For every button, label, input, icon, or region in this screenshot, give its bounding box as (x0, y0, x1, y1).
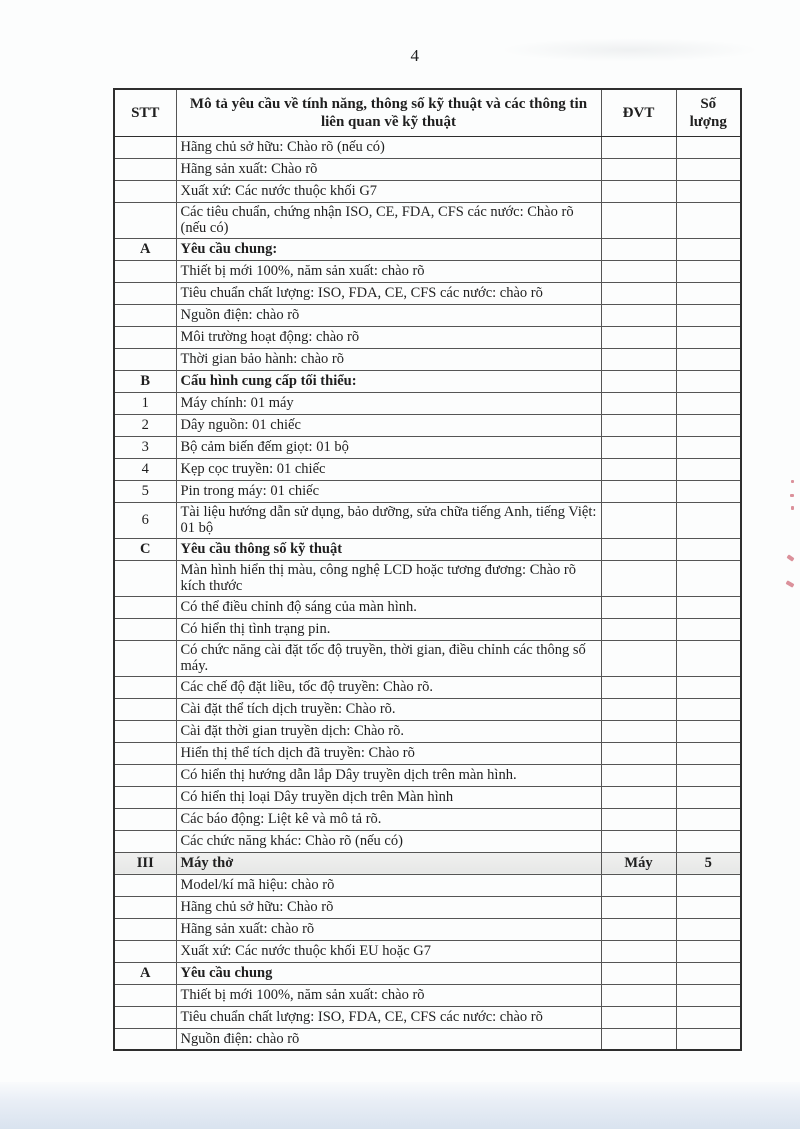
row-stt-cell (114, 676, 176, 698)
row-stt-cell (114, 808, 176, 830)
row-qty-cell (676, 596, 741, 618)
row-qty-cell (676, 136, 741, 158)
row-description-cell: Cài đặt thời gian truyền dịch: Chào rõ. (176, 720, 601, 742)
row-dvt-cell (601, 370, 676, 392)
row-qty-cell (676, 458, 741, 480)
row-dvt-cell (601, 640, 676, 676)
row-description-cell: Có hiển thị tình trạng pin. (176, 618, 601, 640)
row-stt-cell: C (114, 538, 176, 560)
row-dvt-cell (601, 874, 676, 896)
row-description-cell: Tài liệu hướng dẫn sử dụng, bảo dưỡng, sửa chữa tiếng Anh, tiếng Việt: 01 bộ (176, 502, 601, 538)
row-description-cell: Hãng sản xuất: Chào rõ (176, 158, 601, 180)
row-qty-cell (676, 304, 741, 326)
row-qty-cell (676, 874, 741, 896)
table-row (114, 502, 741, 538)
row-dvt-cell (601, 764, 676, 786)
row-stt-cell: III (114, 852, 176, 874)
row-stt-cell (114, 940, 176, 962)
spec-table-body (114, 136, 741, 1050)
row-description-cell: Model/kí mã hiệu: chào rõ (176, 874, 601, 896)
row-dvt-cell (601, 676, 676, 698)
row-dvt-cell (601, 348, 676, 370)
table-row (114, 984, 741, 1006)
header-stt: STT (114, 89, 176, 136)
header-qty: Số lượng (676, 89, 741, 136)
row-dvt-cell (601, 698, 676, 720)
row-qty-cell (676, 238, 741, 260)
row-dvt-cell (601, 260, 676, 282)
row-description-cell: Có chức năng cài đặt tốc độ truyền, thời gian, điều chỉnh các thông số máy. (176, 640, 601, 676)
row-dvt-cell (601, 304, 676, 326)
row-description-cell: Máy thở (176, 852, 601, 874)
table-row (114, 764, 741, 786)
row-stt-cell (114, 596, 176, 618)
row-dvt-cell (601, 560, 676, 596)
table-row (114, 918, 741, 940)
red-ink-edge-marks (784, 470, 798, 600)
spec-table (113, 88, 742, 1051)
table-row (114, 640, 741, 676)
row-description-cell: Máy chính: 01 máy (176, 392, 601, 414)
row-stt-cell (114, 158, 176, 180)
row-qty-cell (676, 698, 741, 720)
row-dvt-cell (601, 326, 676, 348)
table-row (114, 370, 741, 392)
row-qty-cell: 5 (676, 852, 741, 874)
row-dvt-cell (601, 136, 676, 158)
header-description: Mô tả yêu cầu về tính năng, thông số kỹ thuật và các thông tin liên quan về kỹ thuật (176, 89, 601, 136)
row-dvt-cell (601, 830, 676, 852)
row-description-cell: Xuất xứ: Các nước thuộc khối EU hoặc G7 (176, 940, 601, 962)
row-stt-cell: 5 (114, 480, 176, 502)
row-qty-cell (676, 282, 741, 304)
row-dvt-cell (601, 984, 676, 1006)
row-dvt-cell (601, 1006, 676, 1028)
row-qty-cell (676, 618, 741, 640)
row-description-cell: Tiêu chuẩn chất lượng: ISO, FDA, CE, CFS các nước: chào rõ (176, 282, 601, 304)
row-description-cell: Cấu hình cung cấp tối thiểu: (176, 370, 601, 392)
row-qty-cell (676, 918, 741, 940)
row-description-cell: Hãng chủ sở hữu: Chào rõ (nếu có) (176, 136, 601, 158)
table-row (114, 238, 741, 260)
row-description-cell: Màn hình hiển thị màu, công nghệ LCD hoặc tương đương: Chào rõ kích thước (176, 560, 601, 596)
row-stt-cell (114, 720, 176, 742)
row-stt-cell (114, 282, 176, 304)
row-qty-cell (676, 202, 741, 238)
row-stt-cell (114, 786, 176, 808)
table-row (114, 676, 741, 698)
row-description-cell: Tiêu chuẩn chất lượng: ISO, FDA, CE, CFS các nước: chào rõ (176, 1006, 601, 1028)
row-qty-cell (676, 436, 741, 458)
row-description-cell: Các báo động: Liệt kê và mô tả rõ. (176, 808, 601, 830)
row-qty-cell (676, 326, 741, 348)
table-row (114, 896, 741, 918)
row-stt-cell (114, 918, 176, 940)
row-qty-cell (676, 764, 741, 786)
table-row (114, 260, 741, 282)
table-row (114, 1006, 741, 1028)
row-qty-cell (676, 1006, 741, 1028)
table-row (114, 326, 741, 348)
table-row (114, 202, 741, 238)
row-description-cell: Hiển thị thể tích dịch đã truyền: Chào rõ (176, 742, 601, 764)
table-header-row (114, 89, 741, 136)
row-description-cell: Pin trong máy: 01 chiếc (176, 480, 601, 502)
row-description-cell: Yêu cầu chung: (176, 238, 601, 260)
row-stt-cell (114, 348, 176, 370)
row-dvt-cell (601, 896, 676, 918)
row-stt-cell: 4 (114, 458, 176, 480)
row-qty-cell (676, 962, 741, 984)
row-description-cell: Hãng chủ sở hữu: Chào rõ (176, 896, 601, 918)
table-row (114, 414, 741, 436)
row-dvt-cell (601, 808, 676, 830)
row-description-cell: Thiết bị mới 100%, năm sản xuất: chào rõ (176, 260, 601, 282)
row-stt-cell (114, 984, 176, 1006)
row-stt-cell: 1 (114, 392, 176, 414)
scan-bottom-band (0, 1082, 800, 1129)
row-dvt-cell (601, 202, 676, 238)
row-description-cell: Nguồn điện: chào rõ (176, 1028, 601, 1050)
row-stt-cell (114, 304, 176, 326)
row-description-cell: Cài đặt thể tích dịch truyền: Chào rõ. (176, 698, 601, 720)
row-stt-cell: B (114, 370, 176, 392)
row-dvt-cell (601, 918, 676, 940)
table-row (114, 158, 741, 180)
row-dvt-cell (601, 282, 676, 304)
row-stt-cell (114, 136, 176, 158)
row-dvt-cell (601, 414, 676, 436)
row-dvt-cell (601, 1028, 676, 1050)
table-row (114, 830, 741, 852)
row-stt-cell: 3 (114, 436, 176, 458)
table-row (114, 180, 741, 202)
row-stt-cell: A (114, 238, 176, 260)
table-row (114, 852, 741, 874)
table-row (114, 618, 741, 640)
row-qty-cell (676, 158, 741, 180)
row-qty-cell (676, 392, 741, 414)
row-qty-cell (676, 348, 741, 370)
row-qty-cell (676, 896, 741, 918)
table-row (114, 304, 741, 326)
row-stt-cell (114, 1028, 176, 1050)
row-stt-cell (114, 896, 176, 918)
row-qty-cell (676, 538, 741, 560)
row-dvt-cell (601, 618, 676, 640)
row-description-cell: Bộ cảm biến đếm giọt: 01 bộ (176, 436, 601, 458)
row-qty-cell (676, 830, 741, 852)
row-stt-cell (114, 742, 176, 764)
row-dvt-cell (601, 502, 676, 538)
table-row (114, 538, 741, 560)
row-stt-cell (114, 830, 176, 852)
row-description-cell: Các tiêu chuẩn, chứng nhận ISO, CE, FDA, CFS các nước: Chào rõ (nếu có) (176, 202, 601, 238)
table-row (114, 962, 741, 984)
row-dvt-cell (601, 158, 676, 180)
row-qty-cell (676, 560, 741, 596)
header-dvt: ĐVT (601, 89, 676, 136)
table-row (114, 742, 741, 764)
table-row (114, 392, 741, 414)
row-dvt-cell (601, 720, 676, 742)
row-dvt-cell (601, 392, 676, 414)
table-row (114, 348, 741, 370)
row-stt-cell (114, 326, 176, 348)
row-description-cell: Dây nguồn: 01 chiếc (176, 414, 601, 436)
row-dvt-cell (601, 480, 676, 502)
row-qty-cell (676, 720, 741, 742)
row-dvt-cell (601, 538, 676, 560)
row-qty-cell (676, 984, 741, 1006)
row-dvt-cell (601, 962, 676, 984)
table-row (114, 480, 741, 502)
row-stt-cell: A (114, 962, 176, 984)
row-dvt-cell: Máy (601, 852, 676, 874)
row-description-cell: Nguồn điện: chào rõ (176, 304, 601, 326)
row-qty-cell (676, 370, 741, 392)
row-stt-cell (114, 874, 176, 896)
row-description-cell: Có thể điều chỉnh độ sáng của màn hình. (176, 596, 601, 618)
row-dvt-cell (601, 180, 676, 202)
row-description-cell: Yêu cầu thông số kỹ thuật (176, 538, 601, 560)
row-stt-cell (114, 560, 176, 596)
row-dvt-cell (601, 596, 676, 618)
row-stt-cell (114, 202, 176, 238)
row-dvt-cell (601, 238, 676, 260)
table-row (114, 1028, 741, 1050)
row-stt-cell (114, 1006, 176, 1028)
table-row (114, 720, 741, 742)
table-row (114, 940, 741, 962)
row-qty-cell (676, 940, 741, 962)
table-row (114, 436, 741, 458)
row-stt-cell: 6 (114, 502, 176, 538)
page-number: 4 (410, 46, 420, 65)
row-stt-cell (114, 640, 176, 676)
row-description-cell: Thiết bị mới 100%, năm sản xuất: chào rõ (176, 984, 601, 1006)
table-row (114, 136, 741, 158)
table-row (114, 786, 741, 808)
row-dvt-cell (601, 742, 676, 764)
row-qty-cell (676, 502, 741, 538)
table-row (114, 874, 741, 896)
row-dvt-cell (601, 436, 676, 458)
row-description-cell: Yêu cầu chung (176, 962, 601, 984)
row-stt-cell (114, 260, 176, 282)
row-description-cell: Thời gian bảo hành: chào rõ (176, 348, 601, 370)
row-qty-cell (676, 180, 741, 202)
row-description-cell: Hãng sản xuất: chào rõ (176, 918, 601, 940)
table-row (114, 560, 741, 596)
row-stt-cell (114, 618, 176, 640)
row-dvt-cell (601, 786, 676, 808)
row-stt-cell (114, 698, 176, 720)
table-row (114, 458, 741, 480)
row-qty-cell (676, 786, 741, 808)
row-stt-cell (114, 180, 176, 202)
row-description-cell: Có hiển thị hướng dẫn lắp Dây truyền dịch trên màn hình. (176, 764, 601, 786)
row-qty-cell (676, 676, 741, 698)
row-description-cell: Xuất xứ: Các nước thuộc khối G7 (176, 180, 601, 202)
row-qty-cell (676, 414, 741, 436)
row-stt-cell (114, 764, 176, 786)
table-row (114, 282, 741, 304)
table-row (114, 808, 741, 830)
row-dvt-cell (601, 940, 676, 962)
row-stt-cell: 2 (114, 414, 176, 436)
row-qty-cell (676, 480, 741, 502)
row-qty-cell (676, 640, 741, 676)
row-qty-cell (676, 260, 741, 282)
row-qty-cell (676, 742, 741, 764)
row-description-cell: Các chế độ đặt liều, tốc độ truyền: Chào rõ. (176, 676, 601, 698)
row-description-cell: Môi trường hoạt động: chào rõ (176, 326, 601, 348)
row-description-cell: Kẹp cọc truyền: 01 chiếc (176, 458, 601, 480)
table-row (114, 698, 741, 720)
row-qty-cell (676, 808, 741, 830)
row-dvt-cell (601, 458, 676, 480)
row-description-cell: Các chức năng khác: Chào rõ (nếu có) (176, 830, 601, 852)
row-description-cell: Có hiển thị loại Dây truyền dịch trên Màn hình (176, 786, 601, 808)
table-row (114, 596, 741, 618)
row-qty-cell (676, 1028, 741, 1050)
